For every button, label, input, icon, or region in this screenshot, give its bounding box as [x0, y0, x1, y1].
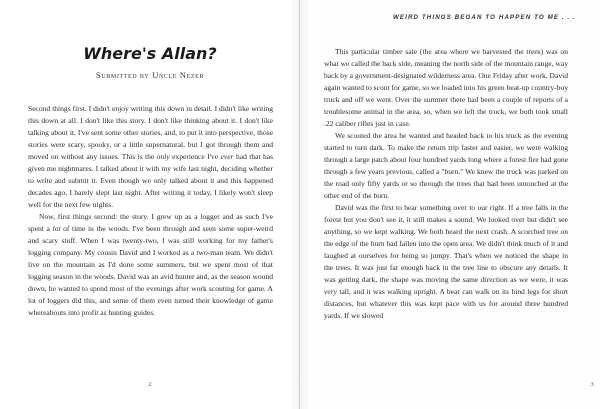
page-number: 2: [148, 381, 152, 388]
paragraph: We scouted the area he wanted and headed back to his truck as the evening started to turn dark. To make the return trip faster and easier, we were walking through a large patch about four hundred yards long where a forest fire had gone through a few years previous, called a "burn." We knew the truck was parked on the road only fifty yards or so through the trees that had been untouched at the other end of the burn.: [324, 131, 568, 200]
right-page: [300, 0, 600, 409]
paragraph: Now, first things second: the story. I grew up as a logger and as such I've spent a lot of time in the woods. I've been through and seen some super-weird and scary stuff. When I was twenty-two, I was still working for my father's logging company. My cousin David and I worked as a two-man team. We didn't live on the mountain as I'd done some summers, but we spent most of that logging season in the woods. David was an avid hunter and, as the season wound down, he wanted to spend most of the evenings after work scouting for game. A lot of loggers did this, and some of them even turned their knowledge of game whereabouts into profit as hunting guides.: [28, 212, 273, 317]
paragraph: Second things first. I didn't enjoy writing this down in detail. I didn't like writing this down at all. I don't like this story. I don't like thinking about it. I don't like talking about it. I've sent some other stories, and, to put it into perspective, those stories were scary, spooky, or a little supernatural, but I got through them and moved on without any issues. This is the only experience I've ever had that has given me nightmares. I talked about it with my wife last night, deciding whether to write and submit it. Even though we only talked about it and this happened decades ago, I barely slept last night. After writing it today, I likely won't sleep well for the next few nights.: [28, 104, 274, 209]
story-byline: Submitted by Uncle Nezer: [95, 70, 205, 80]
right-page-body: [324, 46, 568, 322]
story-title: Where's Allan?: [83, 44, 217, 63]
left-page-body: [28, 103, 273, 319]
paragraph: This particular timber sale (the area where we harvested the trees) was on what we called the back side, meaning the north side of the mountain range, way back by a government-designated wilderness area. One Friday after work, David again wanted to scout for game, so we loaded into his green beat-up country-boy truck and off we went. Over the summer there had been a couple of reports of a troublesome animal in the area, so, when we left the truck, we both took small .22 caliber rifles just in case.: [324, 47, 568, 128]
page-number: 3: [590, 381, 594, 388]
running-head: WEIRD THINGS BEGAN TO HAPPEN TO ME . . .: [392, 14, 576, 21]
paragraph: David was the first to hear something over to our right. If a tree falls in the forest but you don't see it, it still makes a sound. We looked over but didn't see anything, so we kept walking. We both heard the next crash. A scorched tree on the edge of the burn had fallen into the open area. We didn't think much of it and laughed at ourselves for being so jumpy. That's when we noticed the shape in the trees. It was just far enough back in the tree line to obscure any details. It was getting dark, the shape was moving the same direction as we were, it was very tall, and it was walking upright. A bear can walk on its hind legs for short distances, but whatever this was kept pace with us for around three hundred yards. If we slowed: [324, 203, 568, 320]
